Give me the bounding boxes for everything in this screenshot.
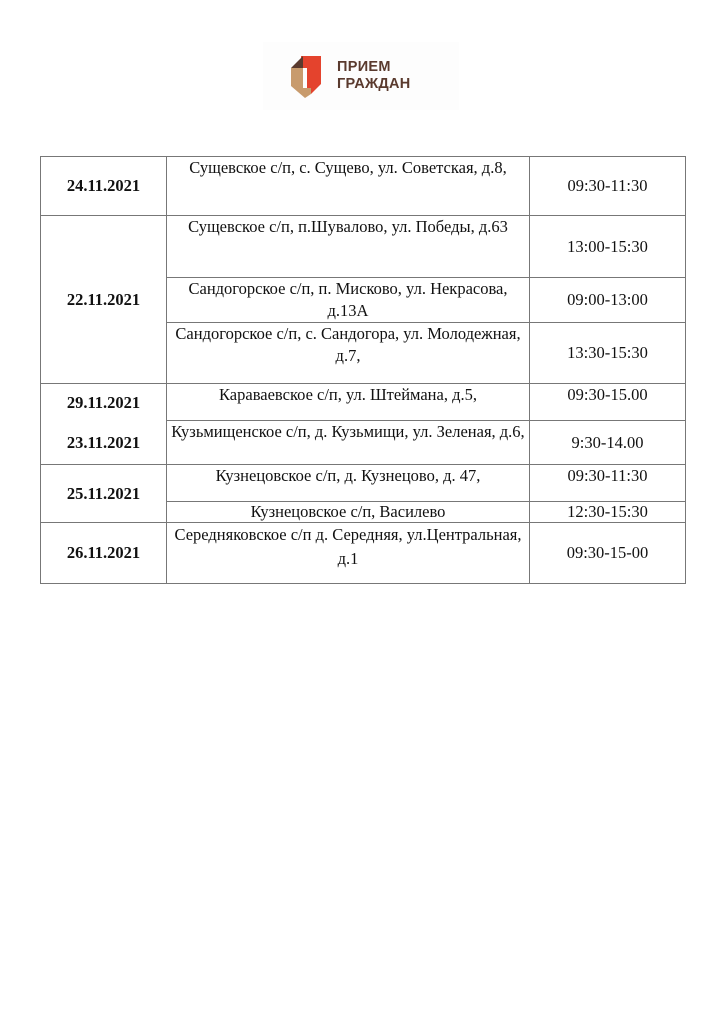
table-row [41,384,686,421]
logo-text [337,59,411,93]
time-cell: 09:30-15-00 [530,523,686,584]
date-cell: 24.11.2021 [41,157,167,216]
time-cell: 09:00-13:00 [530,278,686,323]
address-cell: Сущевское с/п, п.Шувалово, ул. Победы, д.63 [167,216,530,278]
date-cell: 25.11.2021 [41,465,167,523]
time-cell: 09:30-11:30 [530,465,686,502]
time-cell: 9:30-14.00 [530,421,686,465]
logo-line1: ПРИЕМ [337,59,391,75]
table-row [41,157,686,216]
time-cell: 09:30-15.00 [530,384,686,421]
address-cell: Караваевское с/п, ул. Штеймана, д.5, [167,384,530,421]
address-cell: Сандогорское с/п, п. Мисково, ул. Некрасова, д.13А [167,278,530,323]
address-cell: Кузнецовское с/п, д. Кузнецово, д. 47, [167,465,530,502]
date-cell: 22.11.2021 [41,216,167,384]
date-cell: 26.11.2021 [41,523,167,584]
date-text: 23.11.2021 [66,432,141,452]
date-cell [41,384,167,465]
address-cell: Кузнецовское с/п, Василево [167,502,530,523]
table-row [41,465,686,502]
date-text: 29.11.2021 [66,392,141,412]
schedule-table [40,156,686,584]
address-cell: Кузьмищенское с/п, д. Кузьмищи, ул. Зеленая, д.6, [167,421,530,465]
logo [263,42,459,110]
time-cell: 13:00-15:30 [530,216,686,278]
address-cell: Сандогорское с/п, с. Сандогора, ул. Молодежная, д.7, [167,323,530,384]
logo-line2: ГРАЖДАН [337,76,411,92]
logo-icon [289,54,325,98]
time-cell: 09:30-11:30 [530,157,686,216]
table-row [41,216,686,278]
table-row [41,523,686,584]
address-cell: Середняковское с/п д. Середняя, ул.Центральная, д.1 [167,523,530,584]
time-cell: 13:30-15:30 [530,323,686,384]
time-cell: 12:30-15:30 [530,502,686,523]
address-cell: Сущевское с/п, с. Сущево, ул. Советская, д.8, [167,157,530,216]
